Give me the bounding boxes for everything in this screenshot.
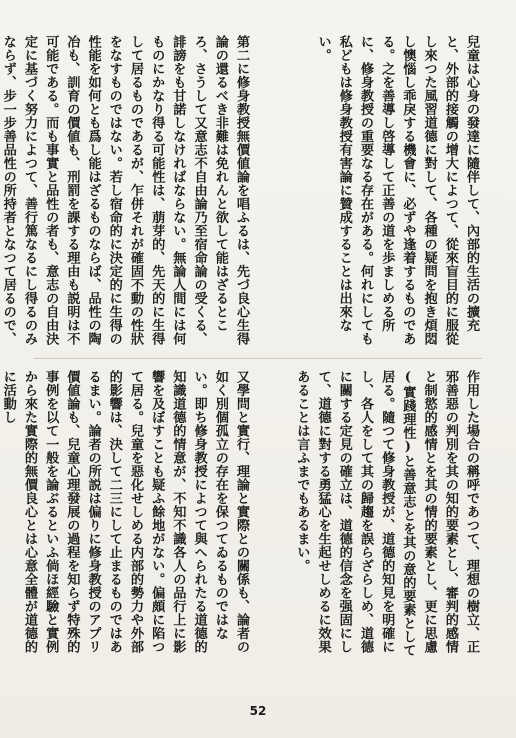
section-divider (34, 358, 482, 359)
text-block-upper-right: 兒童は心身の發達に隨伴して、內部的生活の擴充と、外部的接觸の增大によつて、從來盲目的に服從し來つた風習道德に對して、各種の疑問を抱き煩悶し懊惱し乖戾する機會に、必ずや逢着するものである。之を善導し啓導して正善の道を歩ましめる所に、修身教授の重要なる存在がある。何れにしても私どもは修身教授有害論に贊成することは出來ない。 (315, 35, 479, 346)
page-number: 52 (249, 704, 267, 718)
text-block-upper-left: 第二に修身教授無價値論を唱ふるは、先づ良心生得論の還るべき非難は免れんと欲して能はざるところ、さうして又意志不自由論乃至宿命論の受くる、誹謗をも甘諾しなければならない。無論人間には何ものにかなり得る可能性は、萠芽的、先天的に生得して居るものであるが、乍併それが確固不動の性狀をなすものではない。若し宿命的に決定的に生得の性能を如何とも爲し能はざるものならば、品性の陶冶も、訓育の價値も、刑罰を課する理由も説明は不可能である。而も事實と品性の者も、意志の自由決定に基づく努力によつて、善行篤なるにし得るのみならず、步一步善品性の所持者となつて居るので、 (0, 35, 249, 346)
text-block-lower-right: 作用した場合の稱呼であつて、理想の樹立、正邪善惡の判別を其の知的要素とし、審判的感情と制慾的感情とを其の情的要素とし、更に思慮(實踐理性)と善意志とを其の意的要素として居る。隨つて修身教授が、道德的知見を明確にし、各人をして其の歸趨を誤らざらしめ、道德に關する定見の確立は、道德的信念を强固にして、道德に對する勇猛心を生起せしめるに效果あることは言ふまでもあるまい。 (294, 370, 479, 658)
text-block-lower-left: 又學問と實行、理論と實際との關係も、論者の如く別個孤立の存在を保つてゐるものではない。即ち修身教授によつて與へられたる道德的知識道德的情意が、不知不識各人の品行上に影響を及ぼすことも疑ふ餘地がない。偏頗に陷つて居る。兒童を惡化せしめる内部的勢力や外部的影響は、決して二三にして止まるものではあるまい。論者の所説は偏りに修身教授のアプリ價値論も、兒童心理發展の過程を知らず特殊的事例を以て一般を論ぶるといふ倘ほ經驗と實例から來た實際的無價良心とは心意全體が道德的に活動し (0, 370, 249, 654)
